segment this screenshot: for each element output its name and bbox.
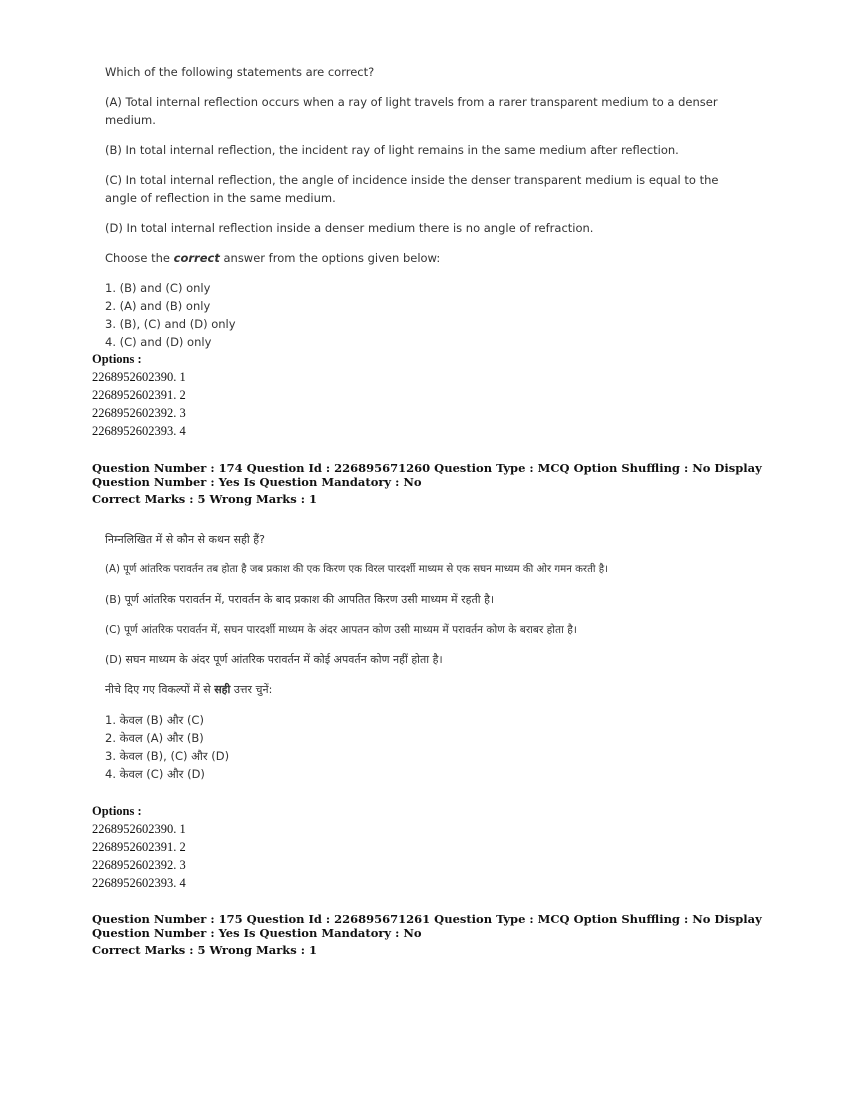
answer-choice: 3. (B), (C) and (D) only — [105, 317, 236, 331]
question-info: Question Number : 175 Question Id : 226895671261 Question Type : MCQ Option Shuffling : No Display Question Number : Yes Is Question Mandatory : No — [92, 912, 762, 940]
statement-b: (B) पूर्ण आंतरिक परावर्तन में, परावर्तन के बाद प्रकाश की आपतित किरण उसी माध्यम में रहती है। — [105, 593, 495, 606]
question-stem: निम्नलिखित में से कौन से कथन सही हैं? — [105, 533, 265, 546]
option-id: 2268952602392. 3 — [92, 858, 186, 872]
choose-instruction — [105, 249, 745, 267]
answer-choice: 2. केवल (A) और (B) — [105, 731, 204, 745]
answer-choice: 1. (B) and (C) only — [105, 281, 211, 295]
option-id: 2268952602391. 2 — [92, 840, 186, 854]
answer-choice: 1. केवल (B) और (C) — [105, 713, 204, 727]
options-heading: Options : — [92, 352, 142, 366]
answer-choices — [105, 279, 745, 351]
choose-instruction — [105, 681, 765, 699]
question-meta-175 — [92, 912, 772, 957]
question-meta-174 — [92, 461, 772, 506]
choose-prefix: नीचे दिए गए विकल्पों में से — [105, 683, 215, 696]
marks-info: Correct Marks : 5 Wrong Marks : 1 — [92, 492, 317, 506]
marks-info: Correct Marks : 5 Wrong Marks : 1 — [92, 943, 317, 957]
option-id: 2268952602393. 4 — [92, 424, 186, 438]
choose-suffix: उत्तर चुनें: — [230, 683, 273, 696]
answer-choices — [105, 711, 765, 783]
answer-choice: 3. केवल (B), (C) और (D) — [105, 749, 230, 763]
option-id: 2268952602393. 4 — [92, 876, 186, 890]
answer-choice: 4. (C) and (D) only — [105, 335, 212, 349]
statement-d: (D) सघन माध्यम के अंदर पूर्ण आंतरिक परावर्तन में कोई अपवर्तन कोण नहीं होता है। — [105, 653, 443, 666]
options-block — [92, 350, 186, 440]
options-block — [92, 802, 186, 892]
statement-c: (C) In total internal reflection, the angle of incidence inside the denser transparent medium is equal to the angle of reflection in the same medium. — [105, 173, 719, 205]
statement-c: (C) पूर्ण आंतरिक परावर्तन में, सघन पारदर्शी माध्यम के अंदर आपतन कोण उसी माध्यम में परावर्तन कोण के बराबर होता है। — [105, 624, 577, 636]
question-info: Question Number : 174 Question Id : 226895671260 Question Type : MCQ Option Shuffling : No Display Question Number : Yes Is Question Mandatory : No — [92, 461, 762, 489]
choose-emphasis: सही — [214, 683, 231, 696]
option-id: 2268952602390. 1 — [92, 822, 186, 836]
question-174-body — [105, 531, 765, 783]
choose-prefix: Choose the — [105, 251, 174, 265]
answer-choice: 2. (A) and (B) only — [105, 299, 211, 313]
question-173-body — [105, 63, 745, 351]
statement-d: (D) In total internal reflection inside a denser medium there is no angle of refraction. — [105, 221, 594, 235]
statement-a: (A) Total internal reflection occurs when a ray of light travels from a rarer transparent medium to a denser medium. — [105, 95, 718, 127]
option-id: 2268952602390. 1 — [92, 370, 186, 384]
option-id: 2268952602391. 2 — [92, 388, 186, 402]
question-stem: Which of the following statements are correct? — [105, 65, 375, 79]
statement-a: (A) पूर्ण आंतरिक परावर्तन तब होता है जब प्रकाश की एक किरण एक विरल पारदर्शी माध्यम से एक सघन माध्यम की ओर गमन करती है। — [105, 564, 609, 575]
statement-b: (B) In total internal reflection, the incident ray of light remains in the same medium after reflection. — [105, 143, 679, 157]
option-id: 2268952602392. 3 — [92, 406, 186, 420]
choose-emphasis: correct — [173, 251, 220, 265]
options-heading: Options : — [92, 804, 142, 818]
answer-choice: 4. केवल (C) और (D) — [105, 767, 205, 781]
choose-suffix: answer from the options given below: — [219, 251, 441, 265]
